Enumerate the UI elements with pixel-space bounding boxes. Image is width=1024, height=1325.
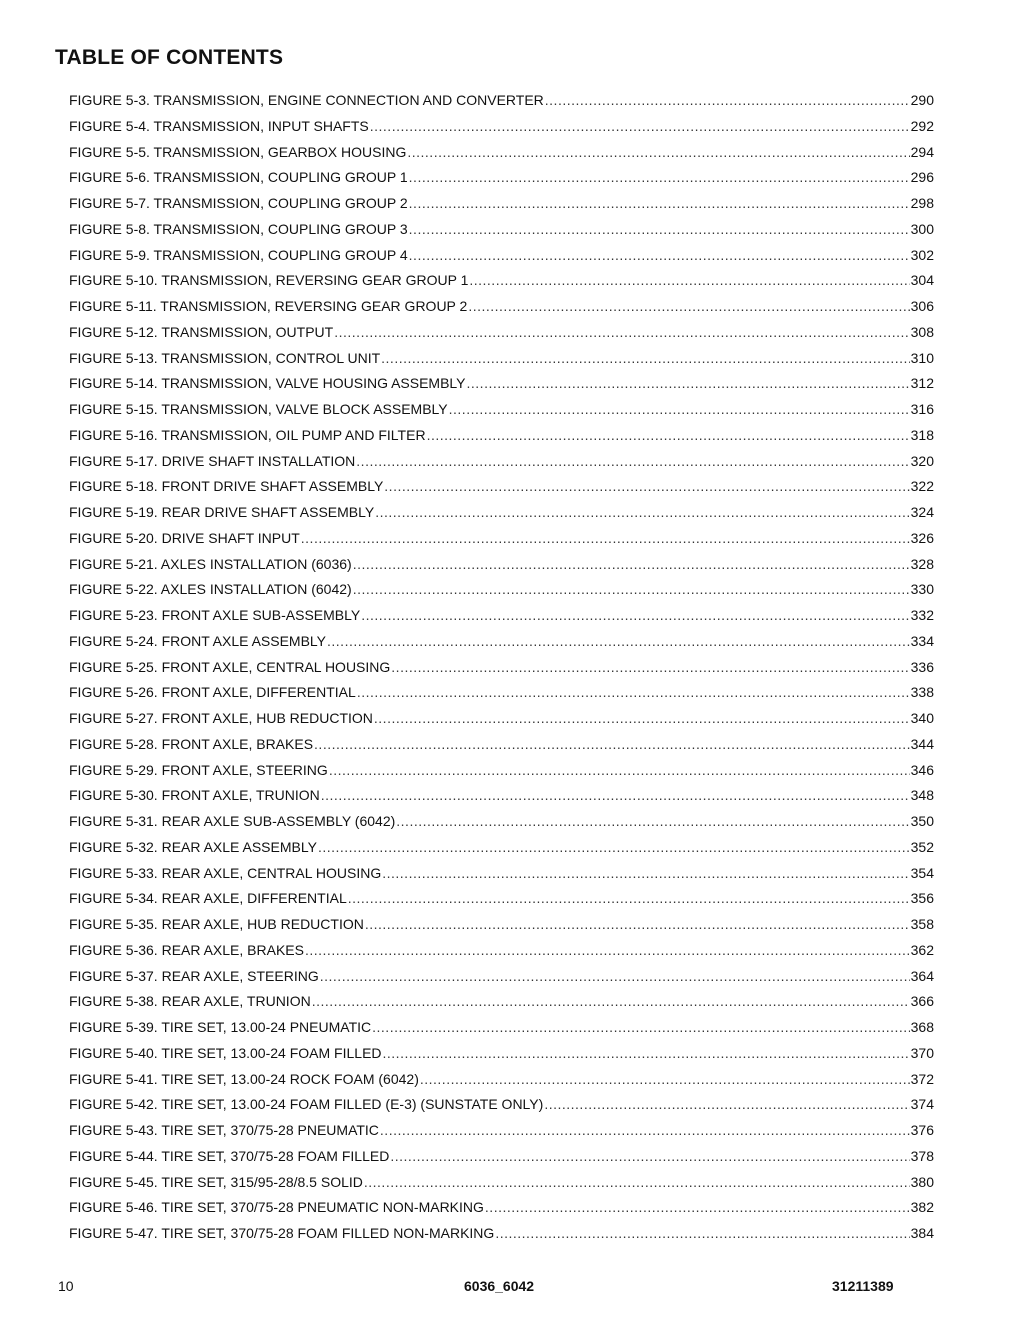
- toc-entry-label: FIGURE 5-26. FRONT AXLE, DIFFERENTIAL: [69, 684, 356, 701]
- toc-entry[interactable]: [69, 1221, 934, 1247]
- toc-entry-page: 382: [910, 1199, 934, 1216]
- toc-entry[interactable]: [69, 886, 934, 912]
- toc-entry[interactable]: [69, 1067, 934, 1093]
- toc-entry-page: 332: [910, 607, 934, 623]
- toc-entry-label: FIGURE 5-6. TRANSMISSION, COUPLING GROUP 1: [69, 169, 408, 186]
- toc-entry-page: 296: [910, 169, 934, 186]
- toc-entry-page: 348: [910, 787, 934, 804]
- toc-entry-label: FIGURE 5-25. FRONT AXLE, CENTRAL HOUSING: [69, 658, 391, 675]
- toc-entry-label: FIGURE 5-8. TRANSMISSION, COUPLING GROUP 3: [69, 220, 408, 237]
- toc-entry-label: FIGURE 5-36. REAR AXLE, BRAKES: [69, 941, 304, 958]
- toc-entry[interactable]: [69, 809, 934, 835]
- footer-page-number: 10: [58, 1278, 74, 1294]
- toc-leader-dots: [320, 964, 910, 990]
- toc-entry-label: FIGURE 5-10. TRANSMISSION, REVERSING GEAR GROUP 1: [69, 272, 469, 289]
- toc-entry-label: FIGURE 5-14. TRANSMISSION, VALVE HOUSING ASSEMBLY: [69, 375, 466, 392]
- toc-entry-page: 352: [910, 838, 934, 855]
- toc-entry[interactable]: [69, 783, 934, 809]
- toc-entry-page: 366: [910, 993, 934, 1010]
- toc-entry-label: FIGURE 5-44. TIRE SET, 370/75-28 FOAM FILLED: [69, 1147, 390, 1164]
- toc-entry-label: FIGURE 5-23. FRONT AXLE SUB-ASSEMBLY: [69, 607, 361, 623]
- toc-leader-dots: [301, 526, 910, 552]
- toc-leader-dots: [314, 732, 910, 758]
- toc-entry-page: 308: [910, 323, 934, 340]
- toc-entry-page: 326: [910, 529, 934, 546]
- toc-entry[interactable]: [69, 1170, 934, 1196]
- toc-entry-label: FIGURE 5-24. FRONT AXLE ASSEMBLY: [69, 632, 327, 649]
- toc-entry-page: 378: [910, 1147, 934, 1164]
- toc-entry[interactable]: [69, 88, 934, 114]
- toc-leader-dots: [353, 577, 910, 603]
- toc-entry[interactable]: [69, 346, 934, 372]
- toc-entry-page: 376: [910, 1122, 934, 1138]
- toc-entry-page: 294: [910, 143, 934, 160]
- toc-leader-dots: [467, 371, 910, 397]
- toc-leader-dots: [396, 809, 909, 835]
- toc-entry-page: 374: [910, 1096, 934, 1113]
- toc-entry-label: FIGURE 5-20. DRIVE SHAFT INPUT: [69, 529, 300, 546]
- toc-entry[interactable]: [69, 526, 934, 552]
- toc-entry-label: FIGURE 5-27. FRONT AXLE, HUB REDUCTION: [69, 710, 373, 726]
- toc-entry[interactable]: [69, 1144, 934, 1170]
- toc-entry-page: 346: [910, 761, 934, 778]
- toc-entry-label: FIGURE 5-35. REAR AXLE, HUB REDUCTION: [69, 916, 364, 932]
- toc-entry[interactable]: [69, 320, 934, 346]
- toc-entry[interactable]: [69, 165, 934, 191]
- toc-leader-dots: [356, 449, 909, 475]
- toc-entry[interactable]: [69, 706, 934, 732]
- toc-entry-page: 298: [910, 195, 934, 211]
- toc-entry-label: FIGURE 5-3. TRANSMISSION, ENGINE CONNECTION AND CONVERTER: [69, 92, 544, 108]
- toc-entry-page: 320: [910, 452, 934, 469]
- page-title: TABLE OF CONTENTS: [55, 46, 284, 69]
- toc-entry-label: FIGURE 5-46. TIRE SET, 370/75-28 PNEUMATIC NON-MARKING: [69, 1199, 484, 1216]
- toc-entry[interactable]: [69, 474, 934, 500]
- page-footer: [0, 1278, 1024, 1298]
- toc-entry-label: FIGURE 5-40. TIRE SET, 13.00-24 FOAM FILLED: [69, 1044, 382, 1061]
- toc-entry[interactable]: [69, 243, 934, 269]
- toc-entry-page: 336: [910, 658, 934, 675]
- toc-entry-label: FIGURE 5-42. TIRE SET, 13.00-24 FOAM FILLED (E-3) (SUNSTATE ONLY): [69, 1096, 544, 1113]
- toc-entry[interactable]: [69, 1041, 934, 1067]
- toc-leader-dots: [409, 217, 910, 243]
- toc-entry-page: 312: [910, 375, 934, 392]
- toc-entry[interactable]: [69, 191, 934, 217]
- toc-entry-page: 368: [910, 1019, 934, 1035]
- toc-entry[interactable]: [69, 1092, 934, 1118]
- toc-leader-dots: [391, 655, 909, 681]
- toc-leader-dots: [382, 861, 909, 887]
- toc-leader-dots: [544, 1092, 909, 1118]
- toc-entry-label: FIGURE 5-34. REAR AXLE, DIFFERENTIAL: [69, 890, 347, 907]
- toc-leader-dots: [364, 1170, 910, 1196]
- toc-entry[interactable]: [69, 371, 934, 397]
- toc-entry[interactable]: [69, 114, 934, 140]
- toc-entry[interactable]: [69, 989, 934, 1015]
- toc-entry-page: 324: [910, 504, 934, 520]
- toc-leader-dots: [318, 835, 910, 861]
- toc-entry[interactable]: [69, 732, 934, 758]
- toc-leader-dots: [420, 1067, 910, 1093]
- toc-entry-page: 290: [910, 92, 934, 108]
- toc-entry-label: FIGURE 5-7. TRANSMISSION, COUPLING GROUP 2: [69, 195, 408, 211]
- toc-entry-page: 344: [910, 735, 934, 752]
- toc-entry[interactable]: [69, 1015, 934, 1041]
- toc-leader-dots: [409, 243, 910, 269]
- toc-entry-page: 304: [910, 272, 934, 289]
- toc-entry-page: 338: [910, 684, 934, 701]
- toc-entry[interactable]: [69, 397, 934, 423]
- toc-entry[interactable]: [69, 861, 934, 887]
- toc-leader-dots: [469, 268, 909, 294]
- toc-entry-label: FIGURE 5-9. TRANSMISSION, COUPLING GROUP 4: [69, 246, 408, 263]
- toc-entry-page: 370: [910, 1044, 934, 1061]
- toc-entry[interactable]: [69, 268, 934, 294]
- footer-document-number: 31211389: [832, 1278, 894, 1294]
- footer-model-number: 6036_6042: [464, 1278, 535, 1294]
- toc-entry-label: FIGURE 5-47. TIRE SET, 370/75-28 FOAM FILLED NON-MARKING: [69, 1225, 495, 1241]
- toc-entry-label: FIGURE 5-16. TRANSMISSION, OIL PUMP AND FILTER: [69, 426, 426, 443]
- toc-entry[interactable]: [69, 912, 934, 938]
- toc-entry-label: FIGURE 5-5. TRANSMISSION, GEARBOX HOUSING: [69, 143, 407, 160]
- toc-entry-label: FIGURE 5-41. TIRE SET, 13.00-24 ROCK FOAM (6042): [69, 1070, 419, 1087]
- toc-leader-dots: [329, 758, 910, 784]
- toc-entry-label: FIGURE 5-43. TIRE SET, 370/75-28 PNEUMATIC: [69, 1122, 379, 1138]
- toc-entry[interactable]: [69, 603, 934, 629]
- toc-entry-page: 322: [910, 478, 934, 495]
- toc-entry-page: 362: [910, 941, 934, 958]
- toc-entry-label: FIGURE 5-18. FRONT DRIVE SHAFT ASSEMBLY: [69, 478, 384, 495]
- toc-entry[interactable]: [69, 217, 934, 243]
- toc-leader-dots: [485, 1195, 910, 1221]
- toc-entry-page: 318: [910, 426, 934, 443]
- toc-entry-label: FIGURE 5-33. REAR AXLE, CENTRAL HOUSING: [69, 864, 382, 881]
- toc-entry-label: FIGURE 5-32. REAR AXLE ASSEMBLY: [69, 838, 317, 855]
- toc-entry-page: 350: [910, 813, 934, 829]
- toc-entry[interactable]: [69, 964, 934, 990]
- toc-leader-dots: [365, 912, 910, 938]
- toc-entry-page: 330: [910, 581, 934, 598]
- toc-entry-label: FIGURE 5-19. REAR DRIVE SHAFT ASSEMBLY: [69, 504, 375, 520]
- toc-entry[interactable]: [69, 1195, 934, 1221]
- toc-entry-label: FIGURE 5-13. TRANSMISSION, CONTROL UNIT: [69, 349, 381, 366]
- toc-entry-label: FIGURE 5-21. AXLES INSTALLATION (6036): [69, 555, 352, 572]
- toc-entry-label: FIGURE 5-39. TIRE SET, 13.00-24 PNEUMATIC: [69, 1019, 372, 1035]
- toc-entry[interactable]: [69, 423, 934, 449]
- toc-entry-page: 380: [910, 1173, 934, 1190]
- toc-entry-page: 340: [910, 710, 934, 726]
- toc-leader-dots: [384, 474, 909, 500]
- toc-entry[interactable]: [69, 1118, 934, 1144]
- toc-entry-label: FIGURE 5-30. FRONT AXLE, TRUNION: [69, 787, 320, 804]
- toc-leader-dots: [374, 706, 910, 732]
- toc-leader-dots: [468, 294, 909, 320]
- toc-leader-dots: [348, 886, 910, 912]
- toc-entry-page: 358: [910, 916, 934, 932]
- toc-entry-page: 306: [910, 298, 934, 314]
- toc-entry-page: 300: [910, 220, 934, 237]
- toc-entry-label: FIGURE 5-29. FRONT AXLE, STEERING: [69, 761, 328, 778]
- toc-entry-page: 372: [910, 1070, 934, 1087]
- toc-leader-dots: [334, 320, 909, 346]
- toc-entry[interactable]: [69, 294, 934, 320]
- toc-entry[interactable]: [69, 577, 934, 603]
- toc-entry-page: 354: [910, 864, 934, 881]
- toc-leader-dots: [312, 989, 910, 1015]
- toc-entry-label: FIGURE 5-11. TRANSMISSION, REVERSING GEAR GROUP 2: [69, 298, 468, 314]
- toc-leader-dots: [383, 1041, 910, 1067]
- toc-entry[interactable]: [69, 758, 934, 784]
- toc-leader-dots: [353, 552, 910, 578]
- toc-entry[interactable]: [69, 655, 934, 681]
- toc-leader-dots: [357, 680, 910, 706]
- toc-leader-dots: [375, 500, 909, 526]
- toc-leader-dots: [409, 191, 910, 217]
- toc-entry-page: 310: [910, 349, 934, 366]
- toc-entry[interactable]: [69, 140, 934, 166]
- toc-entry[interactable]: [69, 552, 934, 578]
- toc-leader-dots: [390, 1144, 909, 1170]
- toc-entry-label: FIGURE 5-37. REAR AXLE, STEERING: [69, 967, 319, 984]
- toc-leader-dots: [321, 783, 910, 809]
- toc-entry-page: 316: [910, 401, 934, 417]
- toc-entry-page: 292: [910, 117, 934, 134]
- toc-leader-dots: [361, 603, 909, 629]
- toc-entry-label: FIGURE 5-38. REAR AXLE, TRUNION: [69, 993, 311, 1010]
- toc-entry-page: 356: [910, 890, 934, 907]
- toc-entry-label: FIGURE 5-28. FRONT AXLE, BRAKES: [69, 735, 314, 752]
- toc-leader-dots: [449, 397, 910, 423]
- toc-entry-label: FIGURE 5-45. TIRE SET, 315/95-28/8.5 SOLID: [69, 1173, 363, 1190]
- toc-entry-page: 384: [910, 1225, 934, 1241]
- toc-entry-label: FIGURE 5-15. TRANSMISSION, VALVE BLOCK ASSEMBLY: [69, 401, 448, 417]
- toc-entry[interactable]: [69, 629, 934, 655]
- toc-entry-label: FIGURE 5-31. REAR AXLE SUB-ASSEMBLY (6042): [69, 813, 396, 829]
- toc-entry[interactable]: [69, 938, 934, 964]
- toc-entry[interactable]: [69, 680, 934, 706]
- toc-list: [69, 88, 934, 1247]
- toc-entry[interactable]: [69, 835, 934, 861]
- toc-leader-dots: [407, 140, 909, 166]
- toc-leader-dots: [327, 629, 910, 655]
- toc-entry[interactable]: [69, 500, 934, 526]
- toc-entry-label: FIGURE 5-22. AXLES INSTALLATION (6042): [69, 581, 352, 598]
- toc-leader-dots: [381, 346, 909, 372]
- toc-leader-dots: [372, 1015, 910, 1041]
- toc-leader-dots: [409, 165, 910, 191]
- toc-leader-dots: [380, 1118, 910, 1144]
- toc-leader-dots: [370, 114, 910, 140]
- toc-entry-label: FIGURE 5-4. TRANSMISSION, INPUT SHAFTS: [69, 117, 369, 134]
- toc-entry-label: FIGURE 5-17. DRIVE SHAFT INSTALLATION: [69, 452, 356, 469]
- toc-leader-dots: [427, 423, 910, 449]
- toc-entry-page: 328: [910, 555, 934, 572]
- toc-entry-page: 334: [910, 632, 934, 649]
- toc-leader-dots: [495, 1221, 909, 1247]
- toc-leader-dots: [545, 88, 910, 114]
- toc-entry-page: 302: [910, 246, 934, 263]
- toc-leader-dots: [305, 938, 910, 964]
- toc-entry-label: FIGURE 5-12. TRANSMISSION, OUTPUT: [69, 323, 334, 340]
- toc-entry[interactable]: [69, 449, 934, 475]
- toc-entry-page: 364: [910, 967, 934, 984]
